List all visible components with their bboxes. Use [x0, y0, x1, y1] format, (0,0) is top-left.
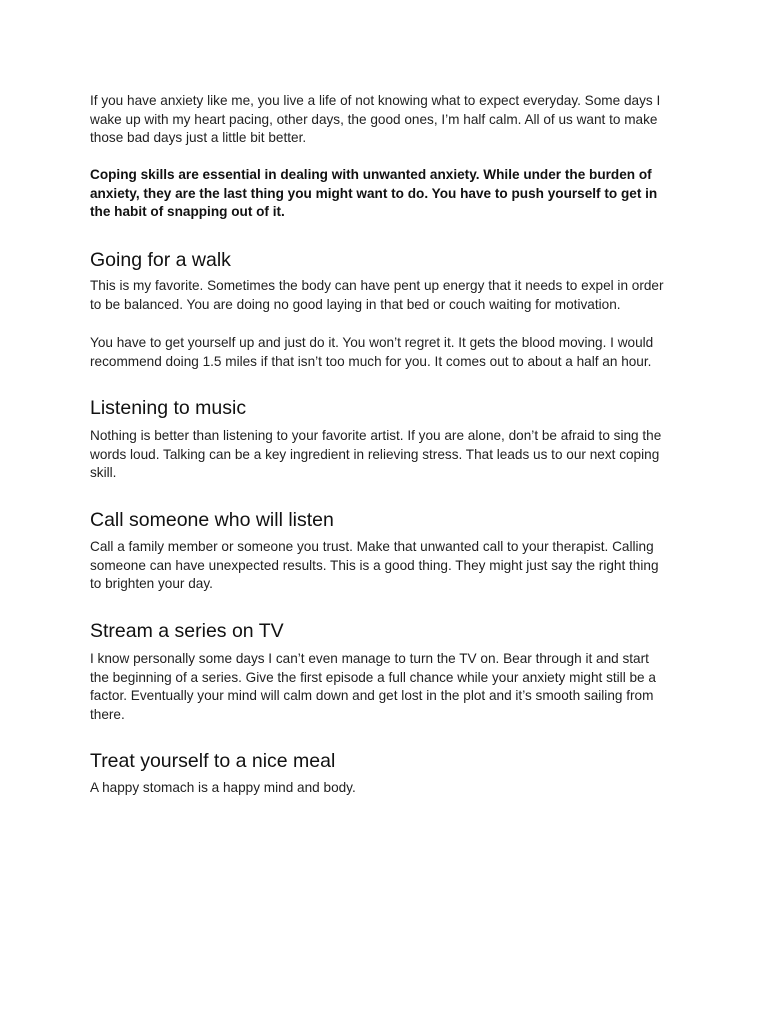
section-heading-meal: Treat yourself to a nice meal	[90, 750, 336, 772]
text-line: words loud. Talking can be a key ingredient in relieving stress. That leads us to our next coping	[90, 446, 660, 462]
section-walk-paragraph-1	[90, 277, 664, 314]
text-line: the habit of snapping out of it.	[90, 204, 285, 220]
text-line: to be balanced. You are doing no good laying in that bed or couch waiting for motivation.	[90, 296, 621, 312]
section-call-paragraph	[90, 538, 659, 594]
section-walk-paragraph-2	[90, 334, 653, 371]
text-line: I know personally some days I can’t even manage to turn the TV on. Bear through it and start	[90, 651, 649, 666]
text-line: recommend doing 1.5 miles if that isn’t too much for you. It comes out to about a half an hour.	[90, 353, 652, 369]
emphasis-paragraph	[90, 166, 657, 222]
text-line: anxiety, they are the last thing you might want to do. You have to push yourself to get in	[90, 185, 658, 201]
text-line: someone can have unexpected results. This is a good thing. They might just say the right thing	[90, 557, 659, 573]
text-line: Coping skills are essential in dealing with unwanted anxiety. While under the burden of	[90, 167, 652, 182]
section-stream-paragraph	[90, 650, 656, 725]
text-line: This is my favorite. Sometimes the body can have pent up energy that it needs to expel in order	[90, 278, 664, 293]
text-line: wake up with my heart pacing, other days, the good ones, I’m half calm. All of us want to make	[90, 111, 658, 127]
text-line: If you have anxiety like me, you live a life of not knowing what to expect everyday. Some days I	[90, 93, 661, 108]
text-line: A happy stomach is a happy mind and body.	[90, 780, 356, 795]
text-line: to brighten your day.	[90, 576, 213, 592]
section-music-paragraph	[90, 427, 661, 483]
section-heading-walk: Going for a walk	[90, 249, 231, 271]
text-line: the beginning of a series. Give the first episode a full chance while your anxiety might still be a	[90, 669, 656, 685]
section-heading-music: Listening to music	[90, 397, 247, 419]
section-meal-paragraph	[90, 779, 356, 798]
text-line: there.	[90, 707, 125, 723]
section-heading-stream: Stream a series on TV	[90, 620, 284, 642]
text-line: those bad days just a little bit better.	[90, 130, 307, 146]
section-heading-call: Call someone who will listen	[90, 509, 334, 531]
text-line: factor. Eventually your mind will calm down and get lost in the plot and it’s smooth sailing from	[90, 688, 654, 704]
intro-paragraph	[90, 92, 660, 148]
text-line: Nothing is better than listening to your favorite artist. If you are alone, don’t be afraid to sing the	[90, 428, 662, 443]
text-line: You have to get yourself up and just do it. You won’t regret it. It gets the blood moving. I would	[90, 335, 654, 350]
text-line: skill.	[90, 465, 117, 481]
text-line: Call a family member or someone you trust. Make that unwanted call to your therapist. Calling	[90, 539, 654, 554]
